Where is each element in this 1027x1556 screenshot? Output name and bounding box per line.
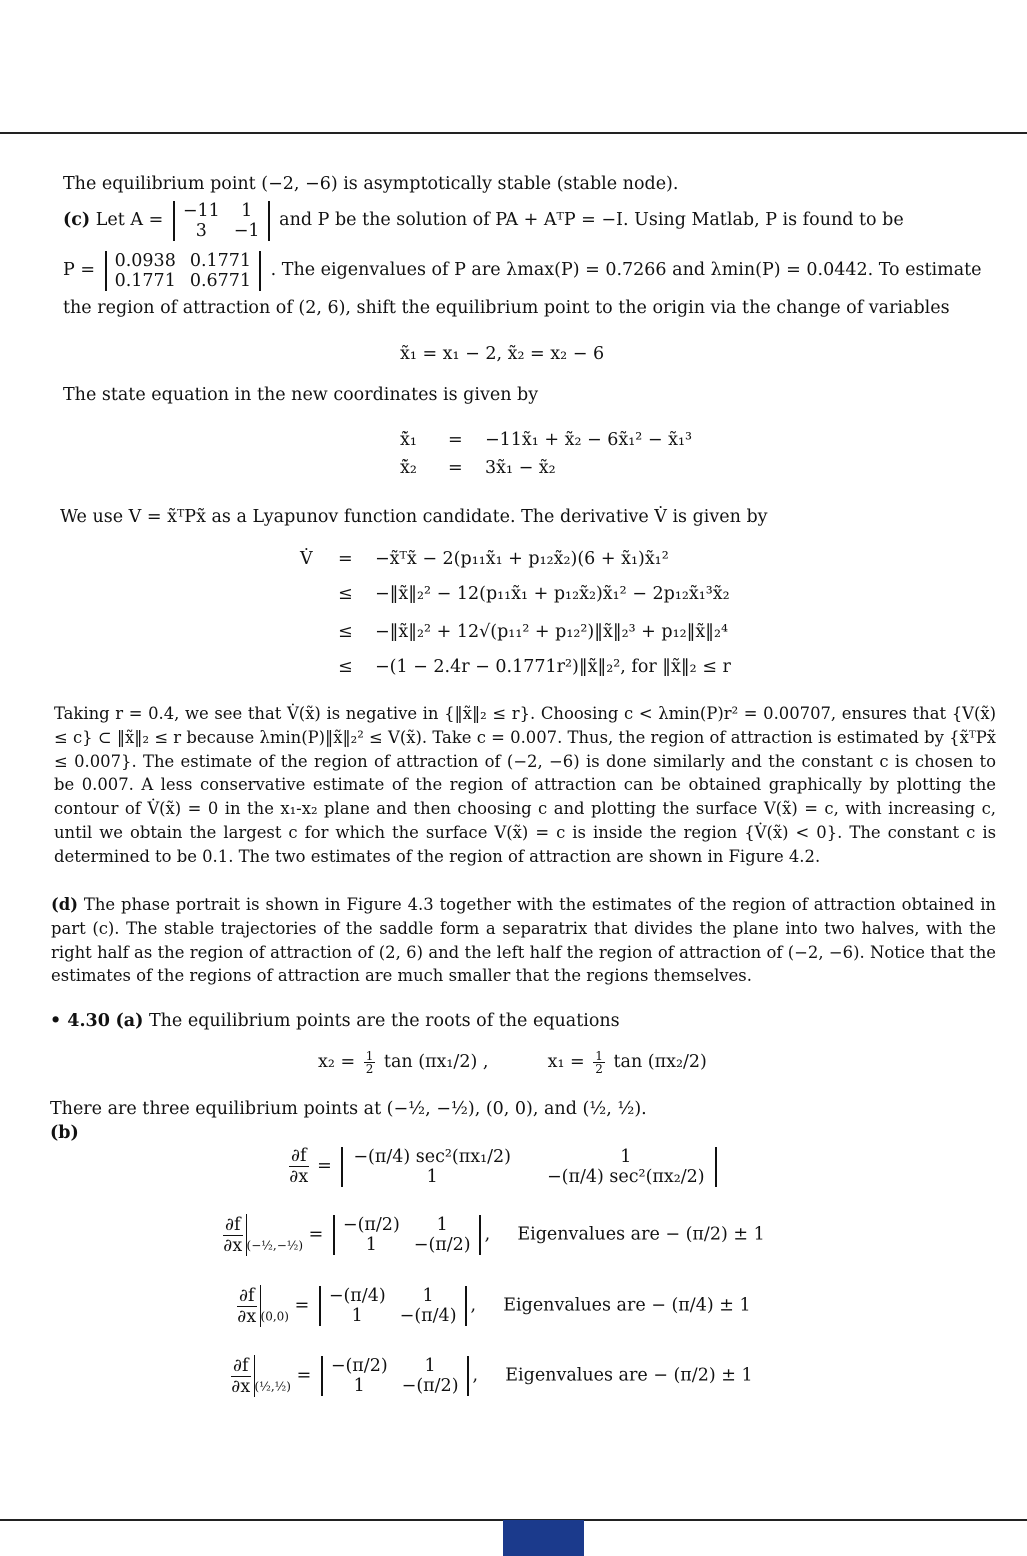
part-a-text: The equilibrium points are the roots of the equations — [148, 1011, 620, 1031]
ineq-rhs: −(1 − 2.4r − 0.1771r²)‖x̃‖₂², for ‖x̃‖₂ ≤ r — [375, 657, 731, 677]
paragraph-c: Taking r = 0.4, we see that V̇(x̃) is negative in {‖x̃‖₂ ≤ r}. Choosing c < λmin(P)r² = 0.00707, ensures that {V(x̃) ≤ c} ⊂ ‖x̃‖₂ ≤ r because λmin(P)‖x̃‖₂² ≤ V(x̃). Take c = 0.007. Thus, the region of attraction is estimated by {x̃ᵀPx̃ ≤ 0.007}. The estimate of the region of attraction of (−2, −6) is done similarly and the constant c is chosen to be 0.007. A less conservative estimate of the region of attraction can be obtained graphically by plotting the contour of V̇(x̃) = 0 in the x₁-x₂ plane and then choosing c and plotting the surface V(x̃) = c, with increasing c, until we obtain the largest c for which the surface V(x̃) = c is inside the region {V̇(x̃) < 0}. The constant c is determined to be 0.1. The two estimates of the region of attraction are shown in Figure 4.2. — [54, 704, 996, 866]
state-eq-2-lhs: x̃̇₂ — [400, 458, 417, 478]
eigenvalue-text: Eigenvalues are − (π/2) ± 1 — [505, 1365, 753, 1386]
roots-eq-1-rhs: tan (πx₁/2) , — [383, 1052, 489, 1072]
fraction-numerator: ∂f — [233, 1355, 249, 1376]
ineq-rel: ≤ — [338, 657, 353, 677]
p-label: P = — [63, 260, 96, 280]
jacobian-cell: 1 — [426, 1166, 438, 1187]
jacobian-cell: 1 — [422, 1286, 434, 1306]
stability-sentence: The equilibrium point (−2, −6) is asymptotically stable (stable node). — [63, 174, 679, 194]
jacobian-cell: −(π/2) — [330, 1356, 388, 1376]
matrix-p-line — [63, 250, 982, 291]
matrix-a-cell: −1 — [233, 220, 260, 241]
matrix-p-cell: 0.1771 — [189, 250, 252, 271]
roots-eq-1-lhs: x₂ = — [318, 1052, 356, 1072]
fraction-numerator: ∂f — [225, 1214, 241, 1235]
paragraph-d — [51, 893, 996, 988]
jacobian-cell: −(π/4) sec²(πx₁/2) — [353, 1146, 511, 1167]
jacobian-matrix — [321, 1356, 469, 1396]
matrix-p-cell: 0.0938 — [114, 250, 176, 271]
state-eq-2-rhs: 3x̃₁ − x̃₂ — [485, 458, 556, 478]
eigenvalues-text: . The eigenvalues of P are λmax(P) = 0.7266 and λmin(P) = 0.0442. To estimate — [270, 260, 982, 280]
roots-equations — [318, 1050, 707, 1075]
part-d-text: The phase portrait is shown in Figure 4.3 together with the estimates of the region of attraction obtained in part (c). The stable trajectories of the saddle form a separatrix that divides the plane into two halves, with the right half as the region of attraction of (2, 6) and the left half the region of attraction of (−2, −6). Notice that the estimates of the regions of attraction are much smaller that the regions themselves. — [51, 895, 996, 986]
matrix-p — [105, 251, 261, 291]
matrix-a-cell: −11 — [182, 200, 220, 221]
jacobian-cell: 1 — [365, 1235, 377, 1255]
section-4-30-line — [50, 1010, 620, 1032]
ineq-rhs: −‖x̃‖₂² + 12√(p₁₁² + p₁₂²)‖x̃‖₂³ + p₁₂‖x̃‖₂⁴ — [375, 622, 729, 642]
fraction-numerator: 1 — [595, 1049, 603, 1063]
df-dx-fraction — [237, 1286, 257, 1327]
change-of-variables: x̃₁ = x₁ − 2, x̃₂ = x₂ − 6 — [400, 344, 605, 364]
part-c-line — [63, 200, 904, 241]
lyapunov-intro: We use V = x̃ᵀPx̃ as a Lyapunov function candidate. The derivative V̇ is given by — [60, 507, 768, 527]
part-d-label: (d) — [51, 895, 78, 914]
jacobian-general-matrix — [341, 1147, 716, 1187]
ineq-rel: ≤ — [338, 584, 353, 604]
fraction-denominator: ∂x — [231, 1376, 251, 1397]
section-bullet: • 4.30 — [50, 1011, 110, 1031]
fraction-numerator: ∂f — [239, 1285, 255, 1306]
jacobian-cell: −(π/2) — [401, 1376, 459, 1396]
fraction-denominator: ∂x — [289, 1167, 309, 1187]
df-dx-fraction — [223, 1215, 243, 1256]
jacobian-matrix — [319, 1286, 467, 1326]
roots-eq-2-rhs: tan (πx₂/2) — [613, 1052, 707, 1072]
state-eq-2-rel: = — [448, 458, 463, 478]
part-a-label: (a) — [115, 1011, 144, 1031]
one-half-fraction — [593, 1050, 605, 1075]
matrix-a-cell: 3 — [195, 220, 207, 241]
matrix-a-cell: 1 — [241, 200, 253, 221]
ineq-rel: = — [338, 549, 353, 569]
jacobian-matrix — [333, 1215, 481, 1255]
jacobian-cell: −(π/4) sec²(πx₂/2) — [547, 1166, 705, 1187]
jacobian-cell: 1 — [424, 1356, 436, 1376]
eval-point: (½,½) — [254, 1379, 291, 1394]
jacobian-cell: −(π/4) — [328, 1286, 386, 1306]
jacobian-cell: −(π/2) — [342, 1215, 400, 1235]
jacobian-general: $\frac{\partial f}{\partial x}$ = −(π/4) sec²(πx₁/2) 1 1 −(π/4) sec²(πx₂/2) — [286, 1146, 721, 1187]
page-number-block — [503, 1520, 584, 1556]
three-equilibria-sentence: There are three equilibrium points at (−½, −½), (0, 0), and (½, ½). — [50, 1099, 647, 1119]
fraction-numerator: 1 — [365, 1049, 374, 1063]
fraction-denominator: ∂x — [223, 1235, 243, 1256]
part-b-label-text: (b) — [50, 1123, 79, 1143]
ineq-rel: ≤ — [338, 622, 353, 642]
fraction-numerator: ∂f — [291, 1146, 307, 1166]
jacobian-row-2: $\frac{\partial f}{\partial x}$ $_{(0,0)}$ = −(π/4) 1 1 −(π/4) , Eigenvalues are − (π/4) ± 1 — [237, 1285, 751, 1327]
let-a-text: Let A = — [95, 210, 164, 230]
df-dx-fraction — [289, 1146, 309, 1187]
state-eq-1-rhs: −11x̃₁ + x̃₂ − 6x̃₁² − x̃₁³ — [485, 430, 693, 450]
eigenvalue-text: Eigenvalues are − (π/2) ± 1 — [517, 1224, 765, 1245]
one-half-fraction — [364, 1050, 376, 1075]
jacobian-cell: −(π/4) — [399, 1306, 457, 1326]
region-line: the region of attraction of (2, 6), shift the equilibrium point to the origin via the change of variables — [63, 298, 950, 318]
jacobian-cell: 1 — [620, 1146, 632, 1167]
state-eq-1-rel: = — [448, 430, 463, 450]
fraction-denominator: 2 — [595, 1062, 603, 1076]
ineq-rhs: −x̃ᵀx̃ − 2(p₁₁x̃₁ + p₁₂x̃₂)(6 + x̃₁)x̃₁² — [375, 549, 669, 569]
lyapunov-equation-text: and P be the solution of PA + AᵀP = −I. Using Matlab, P is found to be — [279, 210, 904, 230]
matrix-p-cell: 0.6771 — [189, 270, 252, 291]
vdot-lhs: V̇ — [300, 549, 313, 569]
eigenvalue-text: Eigenvalues are − (π/4) ± 1 — [503, 1295, 751, 1316]
part-b-label — [50, 1122, 79, 1144]
jacobian-row-1: $\frac{\partial f}{\partial x}$ $_{(-\frac{1}{2},-\frac{1}{2})}$ = −(π/2) 1 1 −(π/2) , Eigenvalues are − (π/2) ± 1 — [223, 1214, 765, 1256]
jacobian-cell: −(π/2) — [413, 1235, 471, 1255]
matrix-a — [173, 201, 270, 241]
ineq-rhs: −‖x̃‖₂² − 12(p₁₁x̃₁ + p₁₂x̃₂)x̃₁² − 2p₁₂x̃₁³x̃₂ — [375, 584, 730, 604]
jacobian-row-3: $\frac{\partial f}{\partial x}$ $_{(\frac{1}{2},\frac{1}{2})}$ = −(π/2) 1 1 −(π/2) , Eigenvalues are − (π/2) ± 1 — [231, 1355, 753, 1397]
fraction-denominator: 2 — [365, 1062, 374, 1076]
part-c-label: (c) — [63, 210, 91, 230]
fraction-denominator: ∂x — [237, 1306, 257, 1327]
state-eq-1-lhs: x̃̇₁ — [400, 430, 417, 450]
df-dx-fraction — [231, 1356, 251, 1397]
top-rule — [0, 132, 1027, 134]
jacobian-cell: 1 — [436, 1215, 448, 1235]
matrix-p-cell: 0.1771 — [114, 270, 176, 291]
roots-eq-2-lhs: x₁ = — [547, 1052, 585, 1072]
jacobian-cell: 1 — [351, 1306, 363, 1326]
eval-point: (−½,−½) — [246, 1238, 304, 1253]
state-intro: The state equation in the new coordinates is given by — [63, 385, 539, 405]
jacobian-cell: 1 — [353, 1376, 365, 1396]
eval-point: (0,0) — [260, 1309, 289, 1324]
